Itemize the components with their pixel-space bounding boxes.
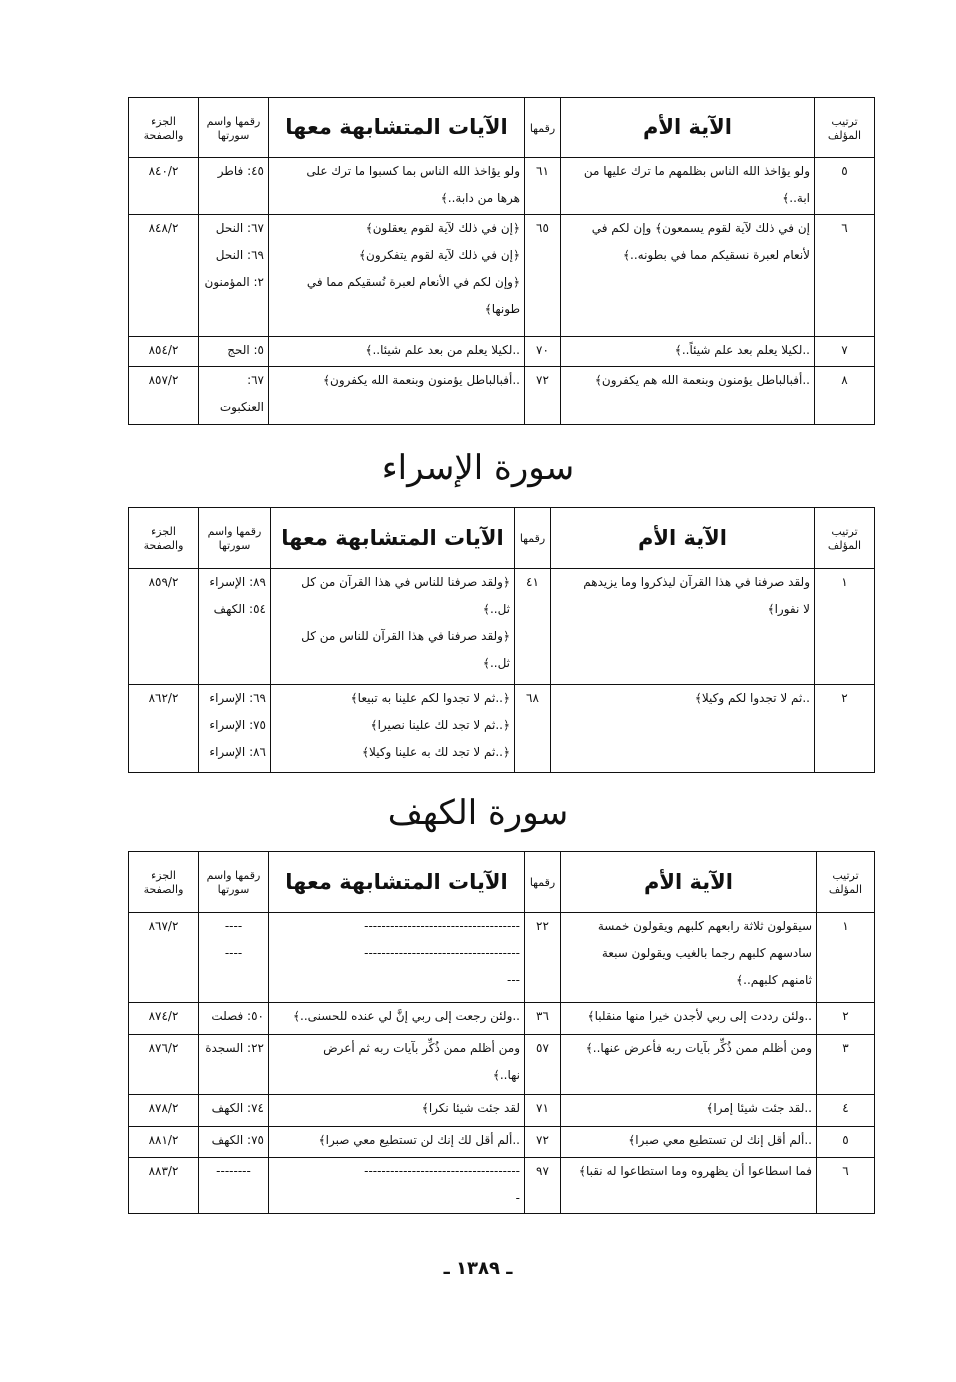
- table-row: [129, 569, 875, 685]
- table-header-row: [129, 852, 875, 913]
- header-number: رقمها: [515, 508, 551, 569]
- sura-line: ٦٧: النحل: [215, 221, 264, 235]
- header-order: ترتيب المؤلف: [815, 98, 875, 158]
- sura-line: ٢: المؤمنون: [204, 275, 264, 289]
- mother-verse-cell: [561, 1127, 817, 1158]
- sura-line: ٨٩: الإسراء: [209, 575, 266, 589]
- mother-verse-cell: [561, 215, 815, 337]
- table-row: [129, 1035, 875, 1095]
- verse-line: فما اسطاعوا أن يظهروه وما استطاعوا له نقبا﴾: [578, 1164, 812, 1178]
- table-row: [129, 1003, 875, 1035]
- header-similar-verses: الآيات المتشابهة معها: [269, 852, 525, 913]
- table-row: [129, 158, 875, 215]
- sura-cell: [199, 337, 269, 367]
- table-kahf: [128, 851, 875, 1214]
- mother-verse-cell: [561, 158, 815, 215]
- header-order: ترتيب المؤلف: [817, 852, 875, 913]
- similar-line: ..ولئن رجعت إلى ربي إنَّ لي عنده للحسنى..﴾: [293, 1009, 520, 1023]
- similar-line: ومن أظلم ممن ذُكِّر بآيات ربه ثم أعرض: [323, 1041, 520, 1055]
- sura-line: ٧٤: الكهف: [211, 1101, 264, 1115]
- similar-verses-cell: [269, 1095, 525, 1127]
- order-cell: ٨: [815, 367, 875, 425]
- verse-line: إن في ذلك لآية لقوم يسمعون﴾ وإن لكم في: [591, 221, 810, 235]
- sura-title-isra: سورة الإسراء: [381, 448, 575, 488]
- table-row: [129, 367, 875, 425]
- sura-line: ٥٠: فصلت: [211, 1009, 264, 1023]
- verse-number-cell: ٩٧: [525, 1158, 561, 1214]
- similar-line: ------------------------------------: [364, 919, 520, 933]
- similar-line: ﴿ولقد صرفنا للناس في هذا القرآن من كل: [301, 575, 510, 589]
- similar-line: ------------------------------------: [364, 1164, 520, 1178]
- sura-cell: [199, 158, 269, 215]
- header-part-page: الجزء والصفحة: [129, 852, 199, 913]
- similar-line: ثل..﴾: [482, 602, 510, 616]
- header-mother-verse: الآية الأم: [561, 98, 815, 158]
- sura-line: ٥: الحج: [227, 343, 264, 357]
- similar-verses-cell: [269, 1127, 525, 1158]
- header-number-and-sura: رقمها واسم سورتها: [199, 98, 269, 158]
- sura-line: ٨٦: الإسراء: [209, 745, 266, 759]
- sura-cell: [199, 1035, 269, 1095]
- similar-verses-cell: [271, 685, 515, 773]
- mother-verse-cell: [551, 569, 815, 685]
- verse-number-cell: ٧٢: [525, 367, 561, 425]
- part-page-cell: ٨٥٧/٢: [129, 367, 199, 425]
- verse-line: ومن أظلم ممن ذُكِّر بآيات ربه فأعرض عنها..﴾: [585, 1041, 812, 1055]
- part-page-cell: ٨٦٧/٢: [129, 913, 199, 1003]
- similar-line: ﴿إن في ذلك لآية لقوم يتفكرون﴾: [359, 248, 520, 262]
- verse-number-cell: ٦٥: [525, 215, 561, 337]
- similar-line: ﴿..ثم لا تجد لك به علينا وكيلا﴾: [362, 745, 510, 759]
- table-header-row: [129, 98, 875, 158]
- part-page-cell: ٨٦٢/٢: [129, 685, 199, 773]
- mother-verse-cell: [561, 1095, 817, 1127]
- similar-verses-cell: [269, 158, 525, 215]
- similar-line: ..أفبالباطل يؤمنون وبنعمة الله يكفرون﴾: [322, 373, 520, 387]
- sura-cell: [199, 569, 271, 685]
- header-mother-verse: الآية الأم: [551, 508, 815, 569]
- order-cell: ١: [815, 569, 875, 685]
- sura-line: ٦٩: الإسراء: [209, 691, 266, 705]
- order-cell: ٢: [817, 1003, 875, 1035]
- verse-line: ولقد صرفنا في هذا القرآن ليذكروا وما يزيدهم: [583, 575, 810, 589]
- sura-cell: [199, 1095, 269, 1127]
- verse-number-cell: ٥٧: [525, 1035, 561, 1095]
- table-row: [129, 1127, 875, 1158]
- table-row: [129, 913, 875, 1003]
- part-page-cell: ٨٧٤/٢: [129, 1003, 199, 1035]
- sura-cell: [199, 1003, 269, 1035]
- similar-verses-cell: [269, 337, 525, 367]
- similar-line: ﴿ولقد صرفنا في هذا القرآن للناس من كل: [301, 629, 510, 643]
- table-row: [129, 1095, 875, 1127]
- verse-line: ثامنهم كلبهم..﴾: [736, 973, 812, 987]
- similar-verses-cell: [269, 1035, 525, 1095]
- part-page-cell: ٨٧٦/٢: [129, 1035, 199, 1095]
- sura-line: ٧٥: الإسراء: [209, 718, 266, 732]
- sura-line: ٥٤: الكهف: [213, 602, 266, 616]
- order-cell: ٧: [815, 337, 875, 367]
- sura-line: ٦٩: النحل: [215, 248, 264, 262]
- part-page-cell: ٨٥٩/٢: [129, 569, 199, 685]
- part-page-cell: ٨٤٠/٢: [129, 158, 199, 215]
- header-part-page: الجزء والصفحة: [129, 98, 199, 158]
- part-page-cell: ٨٧٨/٢: [129, 1095, 199, 1127]
- mother-verse-cell: [551, 685, 815, 773]
- order-cell: ٣: [817, 1035, 875, 1095]
- mother-verse-cell: [561, 337, 815, 367]
- verse-number-cell: ٣٦: [525, 1003, 561, 1035]
- verse-line: لأنعام لعبرة نسقيكم مما في بطونه..﴾: [622, 248, 810, 262]
- part-page-cell: ٨٥٤/٢: [129, 337, 199, 367]
- sura-line: ٦٧:: [247, 373, 264, 387]
- verse-line: ..ألم أقل إنك لن تستطيع معي صبرا﴾: [628, 1133, 812, 1147]
- similar-line: هرها من دابة..﴾: [440, 191, 520, 205]
- header-similar-verses: الآيات المتشابهة معها: [269, 98, 525, 158]
- similar-line: نها..﴾: [492, 1068, 520, 1082]
- similar-verses-cell: [269, 215, 525, 337]
- header-mother-verse: الآية الأم: [561, 852, 817, 913]
- sura-line: ٢٢: السجدة: [205, 1041, 264, 1055]
- verse-number-cell: ٢٢: [525, 913, 561, 1003]
- mother-verse-cell: [561, 913, 817, 1003]
- sura-cell: [199, 913, 269, 1003]
- similar-line: ثل..﴾: [482, 656, 510, 670]
- similar-line: ﴿..ثم لا تجد لك علينا نصيرا﴾: [370, 718, 510, 732]
- similar-line: -: [515, 1191, 520, 1205]
- verse-line: سادسهم كلبهم رجما بالغيب ويقولون سبعة: [601, 946, 812, 960]
- similar-line: ..لكيلا يعلم من بعد علم شيئا..﴾: [365, 343, 520, 357]
- part-page-cell: ٨٤٨/٢: [129, 215, 199, 337]
- header-number: رقمها: [525, 98, 561, 158]
- mother-verse-cell: [561, 1003, 817, 1035]
- similar-verses-cell: [269, 367, 525, 425]
- verse-number-cell: ٧٢: [525, 1127, 561, 1158]
- order-cell: ١: [817, 913, 875, 1003]
- sura-line: العنكبوت: [219, 400, 264, 414]
- verse-number-cell: ٤١: [515, 569, 551, 685]
- sura-line: ٤٥: فاطر: [217, 164, 264, 178]
- verse-line: ..لكيلا يعلم بعد علم شيئاً..﴾: [674, 343, 810, 357]
- sura-line: ----: [224, 946, 243, 960]
- sura-cell: [199, 685, 271, 773]
- order-cell: ٦: [817, 1158, 875, 1214]
- similar-verses-cell: [269, 1003, 525, 1035]
- header-number-and-sura: رقمها واسم سورتها: [199, 852, 269, 913]
- table-row: [129, 1158, 875, 1214]
- similar-verses-cell: [271, 569, 515, 685]
- header-number-and-sura: رقمها واسم سورتها: [199, 508, 271, 569]
- verse-number-cell: ٧١: [525, 1095, 561, 1127]
- similar-line: ﴿وإن لكم في الأنعام لعبرة نُسقيكم مما في: [306, 275, 520, 289]
- sura-cell: [199, 1127, 269, 1158]
- verse-line: ولو يؤاخذ الله الناس بظلمهم ما ترك عليها من: [583, 164, 810, 178]
- sura-cell: [199, 215, 269, 337]
- verse-line: سيقولون ثلاثة رابعهم كلبهم ويقولون خمسة: [597, 919, 812, 933]
- header-number: رقمها: [525, 852, 561, 913]
- sura-title-kahf: سورة الكهف: [387, 793, 569, 833]
- similar-line: ------------------------------------: [364, 946, 520, 960]
- table-row: [129, 337, 875, 367]
- table-isra: [128, 507, 875, 773]
- similar-line: ---: [507, 973, 520, 987]
- sura-cell: [199, 367, 269, 425]
- table-nahl: [128, 97, 875, 425]
- header-order: ترتيب المؤلف: [815, 508, 875, 569]
- similar-verses-cell: [269, 1158, 525, 1214]
- mother-verse-cell: [561, 1158, 817, 1214]
- similar-line: لقد جئت شيئا نكرا﴾: [421, 1101, 520, 1115]
- page-number: ـ ١٣٨٩ ـ: [443, 1258, 513, 1279]
- sura-line: ----: [224, 919, 243, 933]
- part-page-cell: ٨٨١/٢: [129, 1127, 199, 1158]
- header-part-page: الجزء والصفحة: [129, 508, 199, 569]
- order-cell: ٢: [815, 685, 875, 773]
- sura-line: --------: [216, 1164, 251, 1178]
- part-page-cell: ٨٨٣/٢: [129, 1158, 199, 1214]
- verse-number-cell: ٦٨: [515, 685, 551, 773]
- header-similar-verses: الآيات المتشابهة معها: [271, 508, 515, 569]
- verse-line: ..ولئن رددت إلى ربي لأجدن خيرا منها منقلبا﴾: [587, 1009, 812, 1023]
- table-row: [129, 215, 875, 337]
- order-cell: ٤: [817, 1095, 875, 1127]
- sura-cell: [199, 1158, 269, 1214]
- verse-line: لا نفورا﴾: [767, 602, 810, 616]
- order-cell: ٥: [815, 158, 875, 215]
- order-cell: ٥: [817, 1127, 875, 1158]
- verse-number-cell: ٦١: [525, 158, 561, 215]
- similar-line: طونها﴾: [484, 302, 520, 316]
- similar-line: ولو يؤاخذ الله الناس بما كسبوا ما ترك على: [306, 164, 520, 178]
- table-header-row: [129, 508, 875, 569]
- sura-line: ٧٥: الكهف: [211, 1133, 264, 1147]
- order-cell: ٦: [815, 215, 875, 337]
- similar-line: ﴿..ثم لا تجدوا لكم علينا به تبيعا﴾: [350, 691, 510, 705]
- verse-line: ..أفبالباطل يؤمنون وبنعمة الله هم يكفرون﴾: [594, 373, 810, 387]
- similar-line: ﴿إن في ذلك لآية لقوم يعقلون﴾: [365, 221, 520, 235]
- verse-number-cell: ٧٠: [525, 337, 561, 367]
- verse-line: ..لقد جئت شيئا إمرا﴾: [706, 1101, 812, 1115]
- similar-line: ..ألم أقل لك إنك لن تستطيع معي صبرا﴾: [318, 1133, 520, 1147]
- mother-verse-cell: [561, 367, 815, 425]
- verse-line: ..ثم لا تجدوا لكم وكيلا﴾: [694, 691, 810, 705]
- verse-line: ابة..﴾: [782, 191, 810, 205]
- table-row: [129, 685, 875, 773]
- mother-verse-cell: [561, 1035, 817, 1095]
- similar-verses-cell: [269, 913, 525, 1003]
